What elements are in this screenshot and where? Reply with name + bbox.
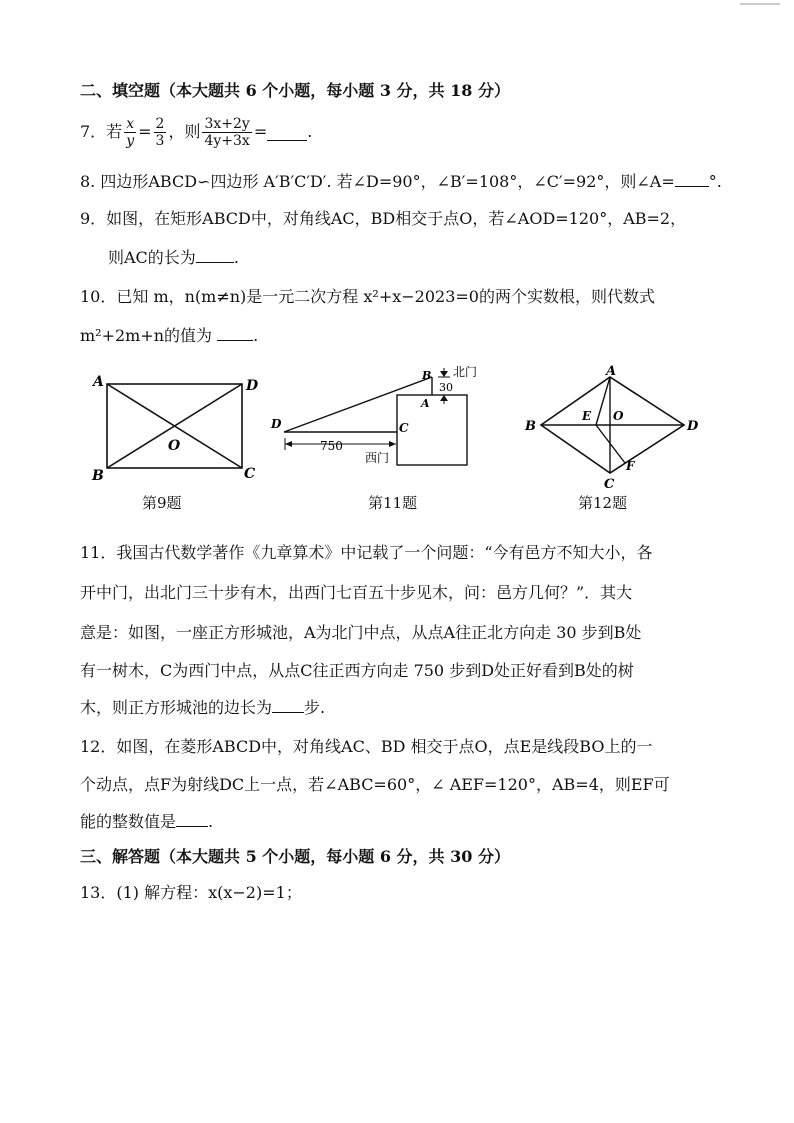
question-12-line-2: 个动点，点F为射线DC上一点，若∠ABC=60°，∠ AEF=120°，AB=4，则EF可: [80, 775, 670, 794]
figure-11-caption: 第11题: [368, 494, 418, 512]
question-7: 7．若 $\frac{x}{y}$ = $\frac{2}{3}$ ，则 $\frac{3x+2y}{4y+3x}$ = .: [80, 115, 313, 149]
q8-answer-blank: [675, 170, 709, 187]
question-9-line-1: 9．如图，在矩形ABCD中，对角线AC，BD相交于点O，若∠AOD=120°，AB=2，: [80, 209, 687, 228]
question-8: 8. 四边形ABCD∽四边形 A′B′C′D′. 若∠D=90°，∠B′=108°，∠C′=92°，则∠A= °.: [80, 172, 722, 191]
fig11-label-west-gate: 西门: [365, 451, 390, 465]
fig9-label-b: B: [92, 468, 104, 484]
q10-answer-blank: [217, 324, 253, 341]
q12-answer-blank: [176, 810, 208, 827]
fig11-label-a: A: [421, 397, 430, 410]
fig11-label-30: 30: [439, 381, 453, 394]
question-11-line-4: 有一树木，C为西门中点，从点C往正西方向走 750 步到D处正好看到B处的树: [80, 661, 634, 680]
fig12-label-b: B: [525, 419, 536, 434]
question-10-line-1: 10．已知 m，n(m≠n)是一元二次方程 x²+x−2023=0的两个实数根，则代数式: [80, 287, 655, 306]
question-11-line-5: 木，则正方形城池的边长为 步.: [80, 698, 326, 717]
figure-9-caption: 第9题: [142, 494, 182, 512]
fig12-label-d: D: [687, 419, 699, 434]
q7-prefix: 7．若: [80, 122, 123, 141]
q9-answer-blank: [196, 246, 234, 263]
q7-fraction-x-y: $\frac{x}{y}$: [126, 115, 135, 149]
q7-answer-blank: [267, 124, 307, 141]
fig12-label-c: C: [604, 477, 615, 492]
question-12-line-3: 能的整数值是 .: [80, 812, 214, 831]
fig12-label-a: A: [606, 364, 617, 379]
figure-12-caption: 第12题: [578, 494, 628, 512]
fig11-label-c: C: [399, 421, 409, 435]
fig11-label-d: D: [271, 417, 282, 431]
q11-answer-blank: [272, 696, 304, 713]
q7-fraction-2-3: $\frac{2}{3}$: [155, 115, 165, 149]
question-12-line-1: 12．如图，在菱形ABCD中，对角线AC、BD 相交于点O，点E是线段BO上的一: [80, 737, 653, 756]
section-3-title: 三、解答题（本大题共 5 个小题，每小题 6 分，共 30 分）: [80, 847, 510, 866]
fig9-label-d: D: [246, 378, 259, 394]
section-2-title: 二、填空题（本大题共 6 个小题，每小题 3 分，共 18 分）: [80, 81, 510, 100]
question-10-line-2: m²+2m+n的值为 .: [80, 326, 259, 345]
fig9-label-a: A: [93, 374, 104, 390]
question-9-line-2: 则AC的长为 .: [108, 248, 239, 267]
fig9-label-o: O: [168, 438, 181, 454]
fig11-label-north-gate: 北门: [453, 365, 478, 379]
question-11-line-3: 意是：如图，一座正方形城池，A为北门中点，从点A往正北方向走 30 步到B处: [80, 623, 642, 642]
figure-12: [520, 364, 710, 492]
question-13-part-1: 13．(1) 解方程：x(x−2)=1；: [80, 883, 302, 902]
question-11-line-1: 11．我国古代数学著作《九章算术》中记载了一个问题：“今有邑方不知大小，各: [80, 543, 653, 562]
fig12-label-o: O: [613, 409, 624, 423]
figure-9: [86, 372, 266, 482]
question-11-line-2: 开中门，出北门三十步有木，出西门七百五十步见木，问：邑方几何？”．其大: [80, 583, 633, 602]
fig12-label-f: F: [626, 459, 635, 473]
fig9-label-c: C: [244, 466, 256, 482]
figure-11: [265, 362, 490, 472]
q7-fraction-expression: $\frac{3x+2y}{4y+3x}$: [204, 115, 250, 149]
scan-mark: [740, 3, 780, 5]
fig11-label-b: B: [422, 369, 432, 382]
fig11-label-750: 750: [320, 439, 343, 453]
fig12-label-e: E: [582, 409, 592, 423]
